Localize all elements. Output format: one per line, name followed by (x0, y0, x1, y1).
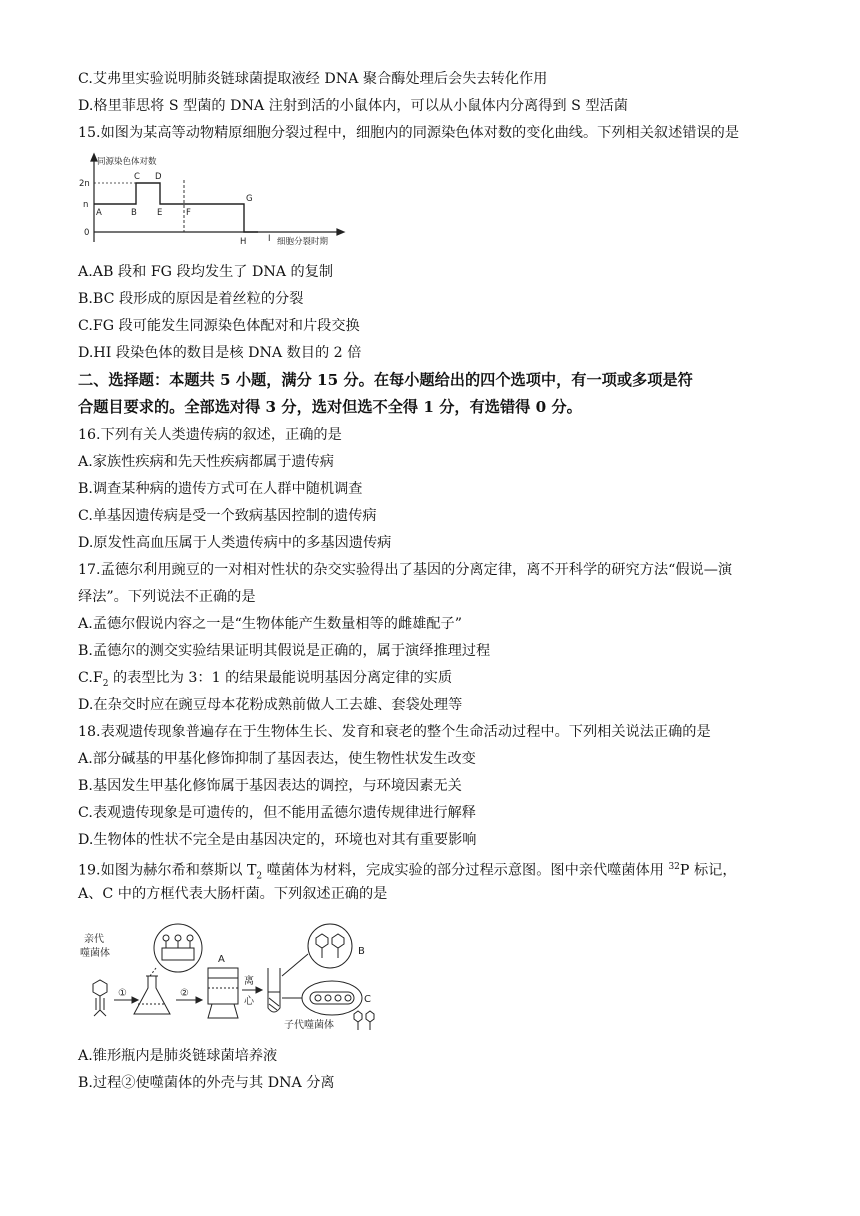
f2-subscript: 2 (102, 678, 109, 689)
label-c: C (364, 994, 371, 1005)
q19-option-b: B.过程②使噬菌体的外壳与其 DNA 分离 (78, 1075, 335, 1091)
offspring-phage-icons (354, 1011, 374, 1030)
point-c: C (134, 172, 140, 182)
q19-option-a: A.锥形瓶内是肺炎链球菌培养液 (78, 1048, 278, 1064)
point-f: F (186, 208, 191, 218)
q19-experiment-diagram (78, 918, 388, 1036)
q19-stem-prefix: 19.如图为赫尔希和蔡斯以 T (78, 862, 257, 879)
offspring-label: 子代噬菌体 (284, 1020, 334, 1031)
arrow-to-b (282, 954, 308, 976)
parent-label-1: 亲代 (84, 934, 104, 945)
q17-option-c-rest: 的表型比为 3：1 的结果最能说明基因分离定律的实质 (108, 670, 453, 686)
q15-option-d: D.HI 段染色体的数目是核 DNA 数目的 2 倍 (78, 345, 362, 361)
p32-superscript: 32 (668, 862, 680, 872)
q19-stem-mid: 噬菌体为材料，完成实验的部分过程示意图。图中亲代噬菌体用 (262, 862, 669, 879)
q16-option-d: D.原发性高血压属于人类遗传病中的多基因遗传病 (78, 535, 392, 551)
x-axis-arrow (337, 229, 344, 235)
parent-label-2: 噬菌体 (80, 948, 110, 959)
point-h: H (240, 237, 247, 247)
point-a: A (96, 208, 102, 218)
centrifuge-tube-icon (268, 968, 280, 1012)
q16-option-c: C.单基因遗传病是受一个致病基因控制的遗传病 (78, 508, 377, 524)
q15-stem: 15.如图为某高等动物精原细胞分裂过程中，细胞内的同源染色体对数的变化曲线。下列相关叙述错误的是 (78, 125, 740, 141)
section-heading-line2: 合题目要求的。全部选对得 3 分，选对但选不全得 1 分，有选错得 0 分。 (78, 398, 582, 416)
step1-label: ① (118, 988, 127, 999)
point-i: I (268, 234, 271, 244)
label-a: A (218, 954, 225, 965)
flask-icon (134, 976, 170, 1014)
t2-subscript: 2 (256, 871, 263, 882)
q15-option-b: B.BC 段形成的原因是着丝粒的分裂 (78, 291, 304, 307)
q15-option-a: A.AB 段和 FG 段均发生了 DNA 的复制 (78, 264, 334, 280)
centrifuge-label-2: 心 (244, 996, 254, 1007)
q19-stem-line1 (78, 857, 798, 887)
q18-option-d: D.生物体的性状不完全是由基因决定的，环境也对其有重要影响 (78, 832, 477, 848)
q17-option-c-prefix: C.F (78, 670, 103, 686)
q16-stem: 16.下列有关人类遗传病的叙述，正确的是 (78, 427, 342, 443)
step2-label: ② (180, 988, 189, 999)
point-g: G (246, 194, 253, 204)
section-heading-line1: 二、选择题：本题共 5 小题，满分 15 分。在每小题给出的四个选项中，有一项或多项是符 (78, 371, 693, 389)
label-b: B (358, 946, 365, 957)
y-tick-2n: 2n (79, 179, 90, 189)
x-axis-label: 细胞分裂时期 (277, 237, 329, 247)
q17-option-b: B.孟德尔的测交实验结果证明其假说是正确的，属于演绎推理过程 (78, 643, 491, 659)
q16-option-b: B.调查某种病的遗传方式可在人群中随机调查 (78, 481, 363, 497)
magnified-view-icon (150, 924, 202, 976)
q18-stem: 18.表观遗传现象普遍存在于生物体生长、发育和衰老的整个生命活动过程中。下列相关说法正确的是 (78, 724, 711, 740)
point-e: E (157, 208, 163, 218)
q17-stem-line1: 17.孟德尔利用豌豆的一对相对性状的杂交实验得出了基因的分离定律，离不开科学的研究方法“假说—演 (78, 562, 733, 578)
q18-option-a: A.部分碱基的甲基化修饰抑制了基因表达，使生物性状发生改变 (78, 751, 476, 767)
q17-stem-line2: 绎法”。下列说法不正确的是 (78, 589, 256, 605)
q17-option-c (78, 668, 798, 694)
q15-chromosome-pair-chart (78, 152, 348, 250)
q19-stem-end: P 标记， (679, 862, 737, 879)
q18-option-b: B.基因发生甲基化修饰属于基因表达的调控，与环境因素无关 (78, 778, 462, 794)
q14-option-c: C.艾弗里实验说明肺炎链球菌提取液经 DNA 聚合酶处理后会失去转化作用 (78, 71, 548, 87)
point-d: D (155, 172, 162, 182)
parent-phage-icon (93, 980, 107, 1016)
chart-curve (94, 183, 258, 232)
supernatant-view-b-icon (308, 924, 352, 968)
q14-option-d: D.格里菲思将 S 型菌的 DNA 注射到活的小鼠体内，可以从小鼠体内分离得到 S 型活菌 (78, 98, 628, 114)
point-b: B (131, 208, 137, 218)
q15-option-c: C.FG 段可能发生同源染色体配对和片段交换 (78, 318, 360, 334)
q17-option-a: A.孟德尔假说内容之一是“生物体能产生数量相等的雌雄配子” (78, 616, 462, 632)
y-axis-label: 同源染色体对数 (97, 157, 157, 167)
centrifuge-label-1: 离 (244, 976, 254, 987)
blender-beaker-icon (208, 968, 238, 1018)
q18-option-c: C.表观遗传现象是可遗传的，但不能用孟德尔遗传规律进行解释 (78, 805, 476, 821)
precipitate-view-c-icon (302, 981, 362, 1015)
q17-option-d: D.在杂交时应在豌豆母本花粉成熟前做人工去雄、套袋处理等 (78, 697, 463, 713)
q16-option-a: A.家族性疾病和先天性疾病都属于遗传病 (78, 454, 334, 470)
q19-stem-line2: A、C 中的方框代表大肠杆菌。下列叙述正确的是 (78, 886, 388, 902)
y-tick-n: n (83, 200, 89, 210)
y-tick-0: 0 (84, 228, 90, 238)
